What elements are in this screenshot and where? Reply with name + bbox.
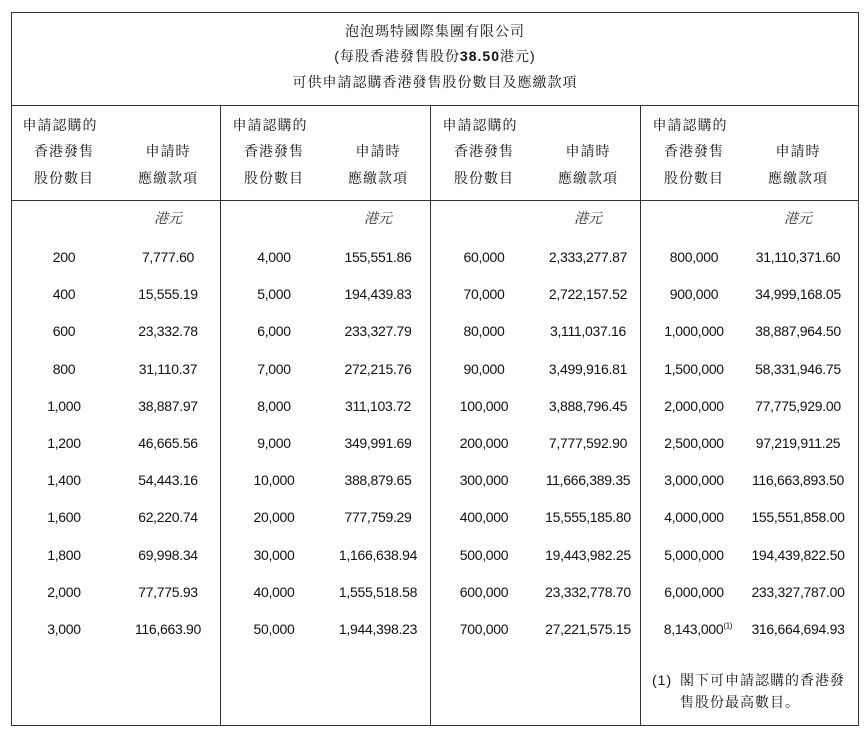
amount-cell: 194,439.83: [344, 286, 412, 303]
footnote-text: 閣下可申請認購的香港發售股份最高數目。: [680, 672, 845, 710]
amount-cell: 1,166,638.94: [338, 546, 418, 563]
shares-cell: 6,000,000: [664, 583, 724, 600]
shares-cell: 2,000,000: [664, 397, 724, 414]
shares-header-line2: 香港發售: [664, 143, 724, 159]
shares-cell: 60,000: [463, 249, 505, 265]
shares-cell: 4,000,000: [664, 509, 724, 526]
amount-header-line1: 申請時: [355, 143, 401, 159]
company-name: 泡泡瑪特國際集團有限公司: [345, 23, 525, 39]
amount-cell: 23,332,778.70: [545, 583, 631, 600]
amount-cell: 62,220.74: [138, 509, 198, 526]
shares-cell: 10,000: [253, 472, 295, 489]
shares-header-line1: 申請認購的: [442, 117, 518, 133]
shares-cell: 200,000: [459, 435, 509, 451]
shares-cell: 6,000: [257, 323, 291, 340]
shares-header-line3: 股份數目: [34, 170, 94, 186]
shares-header-line1: 申請認購的: [22, 117, 98, 133]
amount-cell: 69,998.34: [138, 546, 198, 563]
shares-cell: 100,000: [459, 397, 509, 414]
offer-price-line: [12, 46, 858, 66]
shares-cell: 1,500,000: [664, 360, 724, 377]
shares-cell: 1,200: [47, 435, 81, 451]
shares-cell: 300,000: [459, 472, 509, 489]
footnote-mark: (1): [652, 672, 673, 688]
amount-cell: 77,775,929.00: [755, 397, 841, 414]
amount-cell: 11,666,389.35: [545, 472, 631, 489]
shares-cell: 1,000,000: [664, 323, 724, 340]
shares-header-line1: 申請認購的: [652, 117, 728, 133]
shares-cell: 600,000: [459, 583, 509, 600]
amount-cell: 316,664,694.93: [751, 621, 845, 637]
amount-cell: 155,551,858.00: [751, 509, 845, 526]
shares-cell: [664, 621, 732, 637]
amount-cell: 1,944,398.23: [338, 621, 418, 637]
shares-cell: 9,000: [257, 435, 291, 451]
amount-cell: 19,443,982.25: [545, 546, 631, 563]
amount-cell: 777,759.29: [344, 509, 412, 526]
amount-cell: 194,439,822.50: [751, 546, 845, 563]
shares-header-line2: 香港發售: [34, 143, 94, 159]
shares-header-line1: 申請認購的: [232, 117, 308, 133]
shares-cell: 50,000: [253, 621, 295, 637]
offer-price-value: 38.50: [459, 48, 501, 64]
table-caption: 可供申請認購香港發售股份數目及應繳款項: [292, 74, 578, 90]
amount-header-line2: 應繳款項: [348, 170, 408, 186]
header-divider: [12, 200, 858, 201]
amount-cell: 77,775.93: [138, 583, 198, 600]
amount-cell: 31,110.37: [138, 360, 198, 377]
shares-cell: 1,600: [47, 509, 81, 526]
amount-cell: 311,103.72: [344, 397, 412, 414]
shares-cell: 3,000,000: [664, 472, 724, 489]
shares-cell: 800,000: [669, 249, 719, 265]
shares-header-line2: 香港發售: [244, 143, 304, 159]
offer-price-prefix: (每股香港發售股份: [334, 48, 460, 64]
shares-cell: 800: [52, 360, 76, 377]
amount-cell: 31,110,371.60: [755, 249, 841, 265]
shares-header-line2: 香港發售: [454, 143, 514, 159]
offer-price-suffix: 港元): [500, 48, 536, 64]
shares-cell: 900,000: [669, 286, 719, 303]
shares-cell: 1,000: [47, 397, 81, 414]
amount-header-line2: 應繳款項: [558, 170, 618, 186]
amount-cell: 2,722,157.52: [548, 286, 628, 303]
amount-cell: 34,999,168.05: [755, 286, 841, 303]
allotment-table: [11, 12, 859, 726]
shares-cell: 80,000: [463, 323, 505, 340]
shares-cell: 5,000,000: [664, 546, 724, 563]
amount-cell: 155,551.86: [344, 249, 412, 265]
shares-header-line3: 股份數目: [244, 170, 304, 186]
amount-cell: 233,327.79: [344, 323, 412, 340]
amount-cell: 7,777.60: [141, 249, 195, 265]
column-divider: [640, 105, 641, 725]
unit-label: 港元: [784, 210, 812, 226]
shares-cell: 400: [52, 286, 76, 303]
shares-cell: 200: [52, 249, 76, 265]
amount-cell: 54,443.16: [138, 472, 198, 489]
column-divider: [220, 105, 221, 725]
shares-cell: 3,000: [47, 621, 81, 637]
shares-cell: 600: [52, 323, 76, 340]
amount-cell: 15,555,185.80: [545, 509, 631, 526]
shares-cell: 1,800: [47, 546, 81, 563]
amount-cell: 7,777,592.90: [548, 435, 628, 451]
amount-header-line2: 應繳款項: [768, 170, 828, 186]
amount-cell: 1,555,518.58: [338, 583, 418, 600]
amount-cell: 15,555.19: [138, 286, 198, 303]
shares-cell: 2,000: [47, 583, 81, 600]
shares-cell: 700,000: [459, 621, 509, 637]
shares-cell: 8,000: [257, 397, 291, 414]
column-divider: [430, 105, 431, 725]
amount-cell: 46,665.56: [138, 435, 198, 451]
shares-cell: 400,000: [459, 509, 509, 526]
shares-cell: 40,000: [253, 583, 295, 600]
shares-cell: 90,000: [463, 360, 505, 377]
amount-cell: 38,887.97: [138, 397, 198, 414]
amount-header-line1: 申請時: [145, 143, 191, 159]
shares-cell: 30,000: [253, 546, 295, 563]
footnote-ref: (1): [723, 621, 733, 631]
unit-label: 港元: [364, 210, 392, 226]
amount-cell: 27,221,575.15: [545, 621, 631, 637]
shares-cell: 500,000: [459, 546, 509, 563]
table-title-block: [12, 13, 858, 106]
amount-cell: 116,663,893.50: [751, 472, 845, 489]
amount-header-line1: 申請時: [565, 143, 611, 159]
amount-cell: 58,331,946.75: [755, 360, 841, 377]
amount-cell: 3,111,037.16: [549, 323, 627, 340]
shares-header-line3: 股份數目: [454, 170, 514, 186]
amount-cell: 97,219,911.25: [755, 435, 841, 451]
shares-cell: 5,000: [257, 286, 291, 303]
amount-cell: 3,888,796.45: [548, 397, 628, 414]
amount-header-line2: 應繳款項: [138, 170, 198, 186]
shares-cell: 2,500,000: [664, 435, 724, 451]
amount-cell: 3,499,916.81: [548, 360, 628, 377]
amount-header-line1: 申請時: [775, 143, 821, 159]
amount-cell: 233,327,787.00: [751, 583, 845, 600]
shares-cell: 20,000: [253, 509, 295, 526]
amount-cell: 23,332.78: [138, 323, 198, 340]
amount-cell: 272,215.76: [344, 360, 412, 377]
unit-label: 港元: [574, 210, 602, 226]
shares-cell: 7,000: [257, 360, 291, 377]
amount-cell: 388,879.65: [344, 472, 412, 489]
amount-cell: 349,991.69: [344, 435, 412, 451]
amount-cell: 116,663.90: [134, 621, 202, 637]
unit-label: 港元: [154, 210, 182, 226]
shares-cell: 4,000: [257, 249, 291, 265]
shares-cell: 1,400: [47, 472, 81, 489]
shares-header-line3: 股份數目: [664, 170, 724, 186]
amount-cell: 38,887,964.50: [755, 323, 841, 340]
amount-cell: 2,333,277.87: [548, 249, 628, 265]
shares-cell: 70,000: [463, 286, 505, 303]
shares-value: 8,143,000: [663, 621, 724, 637]
